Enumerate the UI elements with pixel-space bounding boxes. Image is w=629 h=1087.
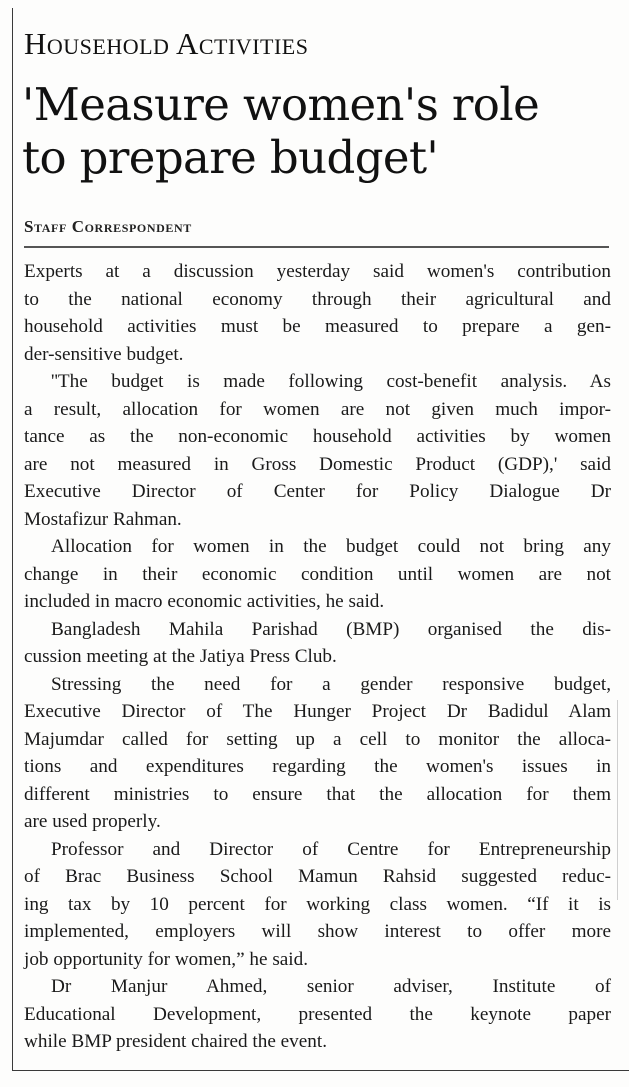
- text-line: a result, allocation for women are not given much impor-: [24, 398, 611, 420]
- byline-divider: [24, 246, 609, 248]
- paragraph: [24, 258, 611, 368]
- byline: Staff Correspondent: [24, 217, 192, 236]
- column-bottom-rule: [12, 1070, 629, 1071]
- text-line: Stressing the need for a gender responsive budget,: [51, 673, 611, 695]
- text-line: Dr Manjur Ahmed, senior adviser, Institute of: [51, 976, 611, 997]
- text-line: tance as the non-economic household activities by women: [24, 426, 611, 447]
- headline-line: to prepare budget': [22, 131, 439, 184]
- text-line: Professor and Director of Centre for Entrepreneurship: [51, 838, 611, 860]
- text-line: household activities must be measured to prepare a gen-: [24, 316, 611, 337]
- text-line: are not measured in Gross Domestic Product (GDP),' said: [24, 453, 611, 475]
- text-line: to the national economy through their agricultural and: [24, 288, 611, 310]
- headline-line: 'Measure women's role: [22, 78, 540, 131]
- text-line: cussion meeting at the Jatiya Press Club.: [24, 646, 337, 667]
- text-line: Allocation for women in the budget could not bring any: [51, 536, 611, 557]
- text-line: of Brac Business School Mamun Rahsid suggested reduc-: [24, 866, 611, 887]
- text-line: der-sensitive budget.: [24, 343, 184, 365]
- text-line: Executive Director of The Hunger Project Dr Badidul Alam: [24, 701, 611, 722]
- article-body: [24, 258, 611, 1056]
- text-line: Educational Development, presented the keynote paper: [24, 1003, 611, 1025]
- text-line: ''The budget is made following cost-benefit analysis. As: [51, 371, 611, 392]
- text-line: different ministries to ensure that the allocation for them: [24, 783, 611, 805]
- paragraph: [24, 368, 611, 533]
- column-right-rule: [617, 700, 618, 900]
- text-line: Bangladesh Mahila Parishad (BMP) organised the dis-: [51, 618, 611, 640]
- text-line: Mostafizur Rahman.: [24, 508, 182, 530]
- paragraph: [24, 671, 611, 836]
- text-line: tions and expenditures regarding the women's issues in: [24, 756, 611, 777]
- paragraph: [24, 836, 611, 974]
- paragraph: [24, 973, 611, 1056]
- text-line: Majumdar called for setting up a cell to monitor the alloca-: [24, 728, 611, 750]
- text-line: change in their economic condition until women are not: [24, 563, 611, 585]
- text-line: implemented, employers will show interest to offer more: [24, 921, 611, 942]
- text-line: included in macro economic activities, he said.: [24, 591, 385, 612]
- section-kicker: Household Activities: [24, 26, 309, 61]
- text-line: Executive Director of Center for Policy Dialogue Dr: [24, 481, 611, 502]
- text-line: are used properly.: [24, 811, 161, 832]
- headline: [22, 78, 622, 184]
- text-line: ing tax by 10 percent for working class women. “If it is: [24, 893, 611, 915]
- paragraph: [24, 533, 611, 616]
- column-left-rule: [12, 8, 13, 1070]
- text-line: Experts at a discussion yesterday said women's contribution: [24, 261, 611, 282]
- paragraph: [24, 616, 611, 671]
- text-line: while BMP president chaired the event.: [24, 1031, 328, 1052]
- text-line: job opportunity for women,” he said.: [24, 948, 309, 970]
